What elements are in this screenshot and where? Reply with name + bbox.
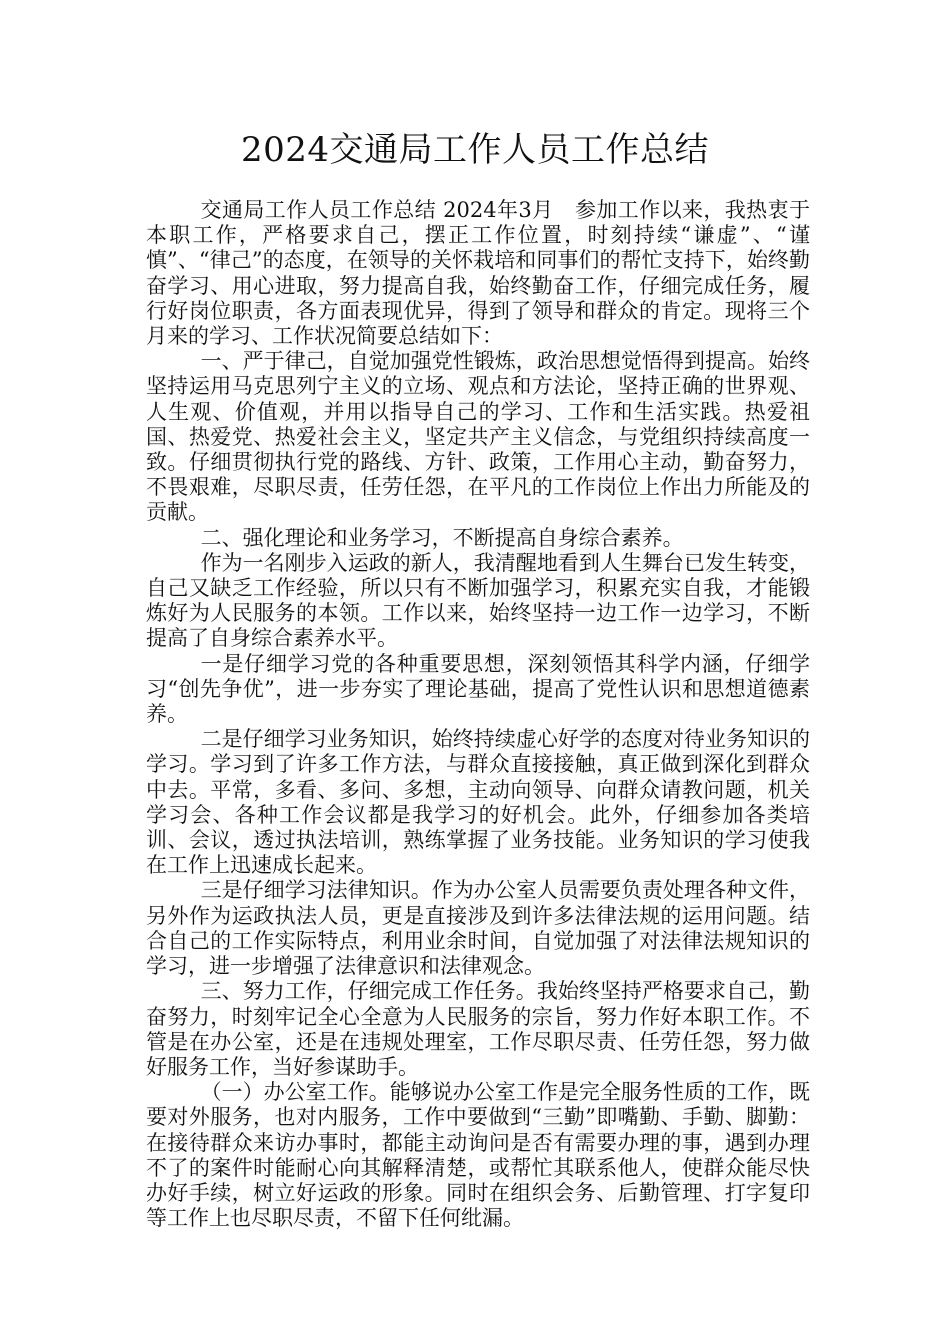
paragraph-section-2-body: 作为一名刚步入运政的新人，我清醒地看到人生舞台已发生转变，自己又缺乏工作经验，所以只有不断加强学习，积累充实自我，才能锻炼好为人民服务的本领。工作以来，始终坚持一边工作一边学习，不断提高了自身综合素养水平。 <box>146 550 810 651</box>
document-body <box>146 198 810 1231</box>
paragraph-item-2: 二是仔细学习业务知识，始终持续虚心好学的态度对待业务知识的学习。学习到了许多工作方法，与群众直接接触，真正做到深化到群众中去。平常，多看、多问、多想，主动向领导、向群众请教问题，机关学习会、各种工作会议都是我学习的好机会。此外，仔细参加各类培训、会议，透过执法培训，熟练掌握了业务技能。业务知识的学习使我在工作上迅速成长起来。 <box>146 727 810 878</box>
paragraph-item-1: 一是仔细学习党的各种重要思想，深刻领悟其科学内涵，仔细学习“创先争优”，进一步夯实了理论基础，提高了党性认识和思想道德素养。 <box>146 651 810 727</box>
paragraph-section-1: 一、严于律己，自觉加强党性锻炼，政治思想觉悟得到提高。始终坚持运用马克思列宁主义的立场、观点和方法论，坚持正确的世界观、人生观、价值观，并用以指导自己的学习、工作和生活实践。热爱祖国、热爱党、热爱社会主义，坚定共产主义信念，与党组织持续高度一致。仔细贯彻执行党的路线、方针、政策，工作用心主动，勤奋努力，不畏艰难，尽职尽责，任劳任怨，在平凡的工作岗位上作出力所能及的贡献。 <box>146 349 810 525</box>
paragraph-item-3: 三是仔细学习法律知识。作为办公室人员需要负责处理各种文件，另外作为运政执法人员，更是直接涉及到许多法律法规的运用问题。结合自己的工作实际特点，利用业余时间，自觉加强了对法律法规知识的学习，进一步增强了法律意识和法律观念。 <box>146 878 810 979</box>
paragraph-section-3: 三、努力工作，仔细完成工作任务。我始终坚持严格要求自己，勤奋努力，时刻牢记全心全意为人民服务的宗旨，努力作好本职工作。不管是在办公室，还是在违规处理室，工作尽职尽责、任劳任怨，努力做好服务工作，当好参谋助手。 <box>146 979 810 1079</box>
document-title: 2024交通局工作人员工作总结 <box>240 130 710 170</box>
paragraph-office-work: （一）办公室工作。能够说办公室工作是完全服务性质的工作，既要对外服务，也对内服务，工作中要做到“三勤”即嘴勤、手勤、脚勤：在接待群众来访办事时，都能主动询问是否有需要办理的事，遇到办理不了的案件时能耐心向其解释清楚，或帮忙其联系他人，使群众能尽快办好手续，树立好运政的形象。同时在组织会务、后勤管理、打字复印等工作上也尽职尽责，不留下任何纰漏。 <box>146 1080 810 1231</box>
paragraph-section-2-heading: 二、强化理论和业务学习，不断提高自身综合素养。 <box>200 525 684 550</box>
paragraph-intro: 交通局工作人员工作总结 2024年3月 参加工作以来，我热衷于本职工作，严格要求自己，摆正工作位置，时刻持续“谦虚”、“谨慎”、“律己”的态度，在领导的关怀栽培和同事们的帮忙支持下，始终勤奋学习、用心进取，努力提高自我，始终勤奋工作，仔细完成任务，履行好岗位职责，各方面表现优异，得到了领导和群众的肯定。现将三个月来的学习、工作状况简要总结如下： <box>146 198 810 349</box>
